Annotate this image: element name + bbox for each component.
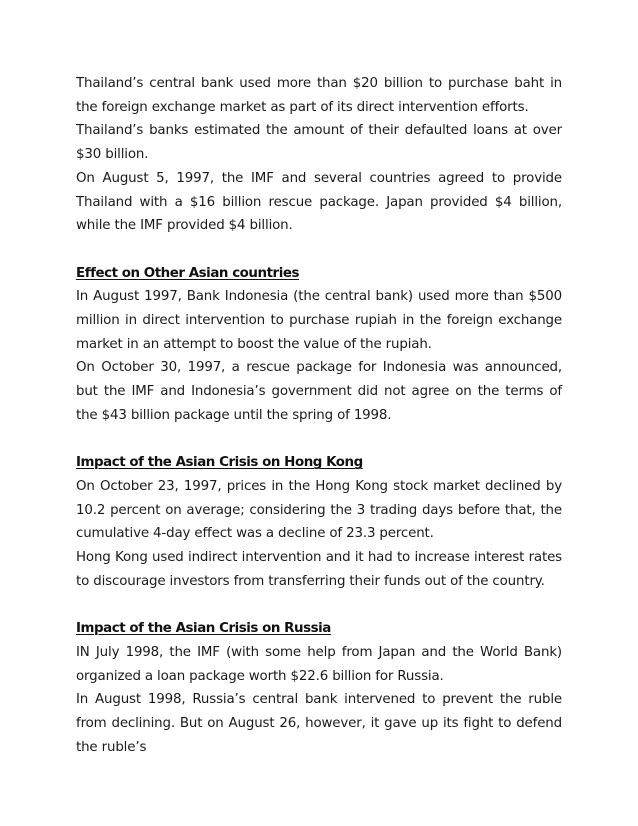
paragraph-thailand-rescue: On August 5, 1997, the IMF and several countries agreed to provide Thailand with a $16 billion rescue package. Japan provided $4 billion, while the IMF provided $4 billion. (76, 170, 562, 234)
paragraph-hong-kong-intervention: Hong Kong used indirect intervention and it had to increase interest rates to discourage investors from transferring their funds out of the country. (76, 550, 562, 589)
paragraph-russia-loan: IN July 1998, the IMF (with some help from Japan and the World Bank) organized a loan package worth $22.6 billion for Russia. (76, 644, 562, 684)
paragraph-russia-ruble: In August 1998, Russia’s central bank intervened to prevent the ruble from declining. But on August 26, however, it gave up its fight to defend the ruble’s (76, 692, 562, 755)
paragraph-hong-kong-market: On October 23, 1997, prices in the Hong Kong stock market declined by 10.2 percent on average; considering the 3 trading days before that, the cumulative 4-day effect was a decline of 23.3 percent. (76, 478, 562, 542)
section-spacer (76, 428, 562, 452)
paragraph-indonesia-intervention: In August 1997, Bank Indonesia (the central bank) used more than $500 million in direct intervention to purchase rupiah in the foreign exchange market in an attempt to boost the value of the rupiah. (76, 289, 562, 352)
section-spacer (76, 593, 562, 617)
heading-other-asian-countries: Effect on Other Asian countries (76, 265, 299, 281)
section-spacer (76, 238, 562, 262)
heading-russia: Impact of the Asian Crisis on Russia (76, 621, 331, 637)
paragraph-indonesia-rescue: On October 30, 1997, a rescue package for Indonesia was announced, but the IMF and Indonesia’s government did not agree on the terms of the $43 billion package until the spring of 1998. (76, 360, 562, 423)
paragraph-thailand-baht: Thailand’s central bank used more than $20 billion to purchase baht in the foreign exchange market as part of its direct intervention efforts. (76, 76, 562, 115)
paragraph-thailand-loans: Thailand’s banks estimated the amount of their defaulted loans at over $30 billion. (76, 123, 562, 163)
heading-hong-kong: Impact of the Asian Crisis on Hong Kong (76, 455, 363, 471)
document-page (76, 72, 562, 759)
